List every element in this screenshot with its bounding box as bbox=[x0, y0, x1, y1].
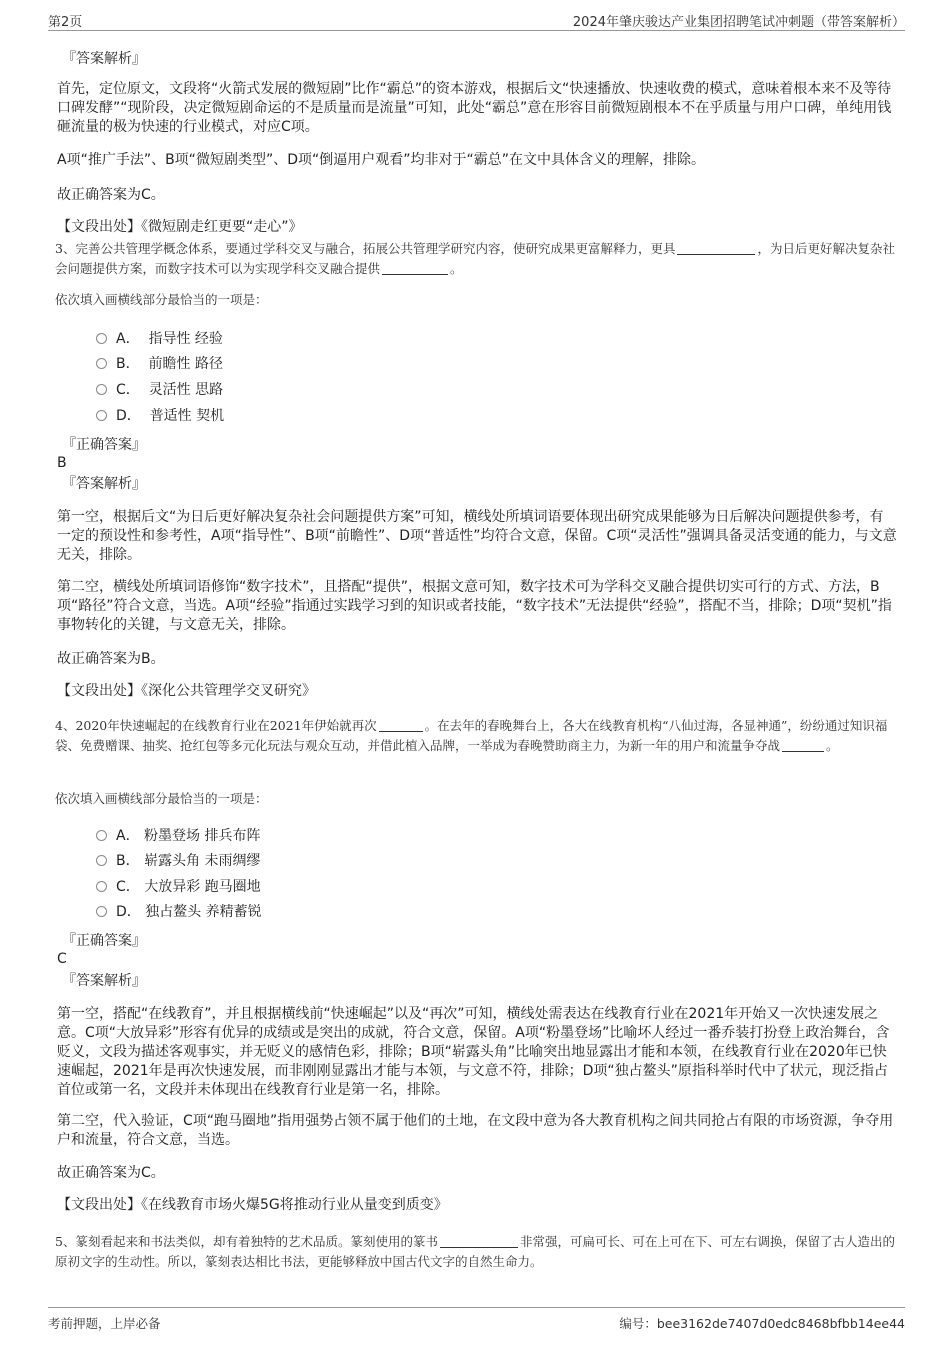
option-key: B． bbox=[116, 853, 140, 869]
option-key: B． bbox=[116, 356, 140, 372]
q5-stem-part-1: 5、篆刻看起来和书法类似，却有着独特的艺术品质。篆刻使用的篆书 bbox=[55, 1234, 438, 1249]
radio-icon[interactable] bbox=[96, 906, 107, 917]
option-text: 灵活性 思路 bbox=[148, 382, 224, 398]
option-key: A． bbox=[116, 828, 140, 844]
q5-stem bbox=[55, 1232, 900, 1272]
q3-stem-part-3: 。 bbox=[450, 261, 463, 276]
radio-icon[interactable] bbox=[96, 358, 107, 369]
radio-icon[interactable] bbox=[96, 333, 107, 344]
q3-prompt: 依次填入画横线部分最恰当的一项是： bbox=[55, 292, 268, 307]
q4-source: 【文段出处】《在线教育市场火爆5G将推动行业从量变到质变》 bbox=[57, 1197, 448, 1213]
q2-analysis-paragraph-2: A项“推广手法”、B项“微短剧类型”、D项“倒逼用户观看”均非对于“霸总”在文中具体含义的理解，排除。 bbox=[57, 152, 705, 168]
q4-stem-part-1: 4、2020年快速崛起的在线教育行业在2021年伊始就再次 bbox=[55, 718, 377, 733]
option-text: 粉墨登场 排兵布阵 bbox=[144, 828, 261, 844]
q3-source: 【文段出处】《深化公共管理学交叉研究》 bbox=[57, 683, 316, 699]
q3-analysis-paragraph-1: 第一空，根据后文“为日后更好解决复杂社会问题提供方案”可知，横线处所填词语要体现出研究成果能够为日后解决问题提供参考，有一定的预设性和参考性，A项“指导性”、B项“前瞻性”、D项“普适性”均符合文意，保留。C项“灵活性”强调具备灵活变通的能力，与文意无关，排除。 bbox=[57, 509, 897, 563]
q4-analysis-paragraph-1: 第一空，搭配“在线教育”，并且根据横线前“快速崛起”以及“再次”可知，横线处需表达在线教育行业在2021年开始又一次快速发展之意。C项“大放异彩”形容有优异的成绩或是突出的成就，符合文意，保留。A项“粉墨登场”比喻坏人经过一番乔装打扮登上政治舞台，含贬义，文段为描述客观事实，并无贬义的感情色彩，排除；B项“崭露头角”比喻突出地显露出才能和本领，在线教育行业在2020年已快速崛起，2021年是再次快速发展，而非刚刚显露出才能与本领，与文意不符，排除；D项“独占鳌头”原指科举时代中了状元，现泛指占首位或第一名，文段并未体现出在线教育行业是第一名，排除。 bbox=[57, 1006, 890, 1098]
option-key: C． bbox=[116, 879, 140, 895]
option-key: C． bbox=[116, 382, 140, 398]
q4-answer-label: 『正确答案』 bbox=[62, 933, 146, 949]
q5-stem-part-2: 非常强，可扁可长、可在上可在下、可左右调换，保留了古人造出的原初文字的生动性。所以，篆刻表达相比书法，更能够释放中国古代文字的自然生命力。 bbox=[55, 1234, 895, 1269]
q4-conclusion: 故正确答案为C。 bbox=[57, 1165, 165, 1181]
q2-source: 【文段出处】《微短剧走红更要“走心”》 bbox=[57, 219, 303, 235]
q3-blank-2 bbox=[382, 260, 448, 275]
q4-blank-1 bbox=[379, 717, 423, 732]
option-text: 独占鳌头 养精蓄锐 bbox=[145, 904, 262, 920]
q3-answer: B bbox=[57, 455, 67, 471]
q4-option-d[interactable] bbox=[96, 902, 262, 922]
q4-analysis-paragraph-2: 第二空，代入验证，C项“跑马圈地”指用强势占领不属于他们的土地，在文段中意为各大教育机构之间共同抢占有限的市场资源，争夺用户和流量，符合文意，当选。 bbox=[57, 1113, 894, 1148]
q4-stem-part-2: 。在去年的春晚舞台上，各大在线教育机构“八仙过海，各显神通”，纷纷通过知识福袋、免费赠课、抽奖、抢红包等多元化玩法与观众互动，并借此植入品牌，一举成为春晚赞助商主力，为新一年的用户和流量争夺战 bbox=[55, 718, 888, 753]
footer-slogan: 考前押题，上岸必备 bbox=[48, 1316, 161, 1331]
q3-analysis-paragraph-2: 第二空，横线处所填词语修饰“数字技术”，且搭配“提供”，根据文意可知，数字技术可为学科交叉融合提供切实可行的方式、方法，B项“路径”符合文意，当选。A项“经验”指通过实践学习到的知识或者技能，“数字技术”无法提供“经验”，搭配不当，排除；D项“契机”指事物转化的关键，与文意无关，排除。 bbox=[57, 579, 892, 633]
radio-icon[interactable] bbox=[96, 410, 107, 421]
page-header bbox=[48, 8, 905, 31]
q4-stem-part-3: 。 bbox=[826, 738, 839, 753]
radio-icon[interactable] bbox=[96, 384, 107, 395]
document-title: 2024年肇庆骏达产业集团招聘笔试冲刺题（带答案解析） bbox=[572, 15, 905, 30]
q3-option-b[interactable] bbox=[96, 354, 223, 374]
option-text: 指导性 经验 bbox=[148, 331, 223, 347]
q3-conclusion: 故正确答案为B。 bbox=[57, 651, 165, 667]
q4-prompt: 依次填入画横线部分最恰当的一项是： bbox=[55, 791, 268, 806]
q3-blank-1 bbox=[677, 240, 755, 255]
q3-option-a[interactable] bbox=[96, 329, 223, 349]
q5-blank-1 bbox=[440, 1233, 518, 1248]
radio-icon[interactable] bbox=[96, 881, 107, 892]
q3-stem-part-1: 3、完善公共管理学概念体系，要通过学科交叉与融合，拓展公共管理学研究内容，使研究成果更富解释力，更具 bbox=[55, 241, 676, 256]
q3-stem bbox=[55, 239, 900, 279]
page-number: 第2页 bbox=[48, 15, 83, 30]
q3-stem-part-2: ，为日后更好解决复杂社会问题提供方案，而数字技术可以为实现学科交叉融合提供 bbox=[55, 241, 895, 276]
option-text: 崭露头角 未雨绸缪 bbox=[144, 853, 261, 869]
option-text: 普适性 契机 bbox=[149, 408, 225, 424]
option-text: 前瞻性 路径 bbox=[148, 356, 223, 372]
radio-icon[interactable] bbox=[96, 855, 107, 866]
q2-analysis-label: 『答案解析』 bbox=[62, 51, 146, 67]
q4-option-c[interactable] bbox=[96, 877, 261, 897]
q4-answer: C bbox=[57, 951, 67, 967]
q2-analysis-paragraph-1: 首先，定位原文，文段将“火箭式发展的微短剧”比作“霸总”的资本游戏，根据后文“快速播放、快速收费的模式，意味着根本来不及等待口碑发酵”“现阶段，决定微短剧命运的不是质量而是流量”可知，此处“霸总”意在形容目前微短剧根本不在乎质量与用户口碑，单纯用钱砸流量的极为快速的行业模式，对应C项。 bbox=[57, 81, 892, 135]
page-footer bbox=[48, 1307, 905, 1334]
q4-analysis-label: 『答案解析』 bbox=[62, 973, 146, 989]
option-text: 大放异彩 跑马圈地 bbox=[144, 879, 261, 895]
q3-option-c[interactable] bbox=[96, 380, 223, 400]
option-key: D． bbox=[116, 408, 141, 424]
q4-blank-2 bbox=[782, 737, 824, 752]
document-id: 编号：bee3162de7407d0edc8468bfbb14ee44 bbox=[619, 1316, 905, 1331]
q2-conclusion: 故正确答案为C。 bbox=[57, 187, 165, 203]
option-key: A． bbox=[116, 331, 140, 347]
q4-option-a[interactable] bbox=[96, 826, 260, 846]
radio-icon[interactable] bbox=[96, 830, 107, 841]
q3-option-d[interactable] bbox=[96, 406, 224, 426]
q3-analysis-label: 『答案解析』 bbox=[62, 476, 146, 492]
q3-answer-label: 『正确答案』 bbox=[62, 437, 146, 453]
q4-stem bbox=[55, 716, 900, 756]
q4-option-b[interactable] bbox=[96, 851, 261, 871]
option-key: D． bbox=[116, 904, 141, 920]
